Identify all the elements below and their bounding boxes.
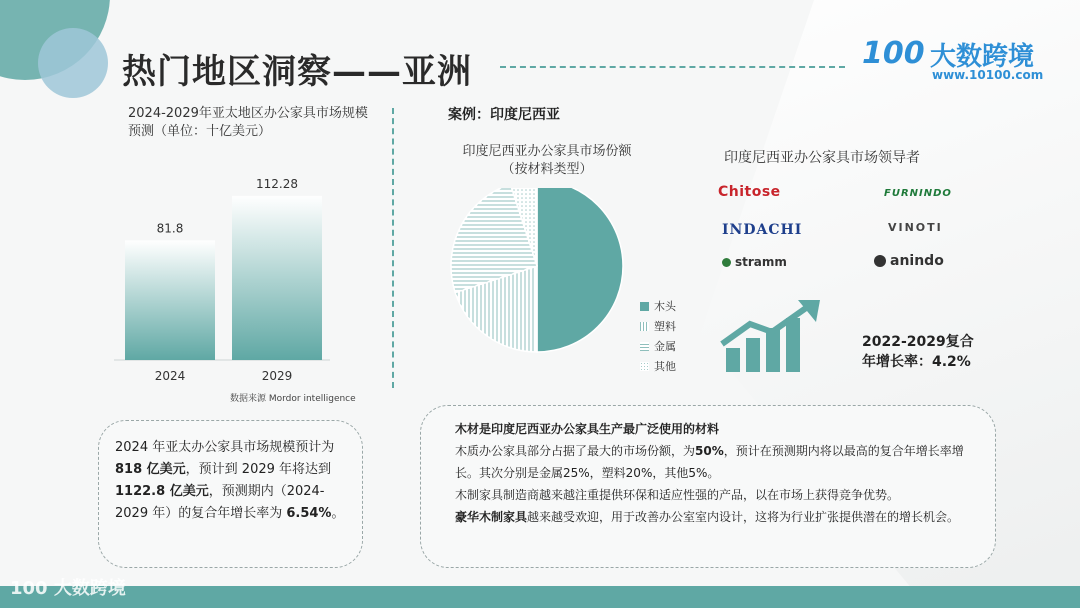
legend-item-plastic: 塑料 [640,316,676,336]
brand-logo-indachi: INDACHI [722,222,803,238]
bar-2029 [232,196,322,360]
case-title: 案例：印度尼西亚 [448,107,560,123]
data-source: 数据来源 Mordor intelligence [230,394,356,404]
logo-url: www.10100.com [932,68,1044,82]
section-divider [392,108,394,388]
bar-2024 [125,240,215,360]
cagr-label: 2022-2029复合 年增长率：4.2% [862,334,974,370]
legend-item-wood: 木头 [640,296,676,316]
summary-paragraph-2: 木制家具制造商越来越注重提供环保和适应性强的产品，以在市场上获得竞争优势。 [455,488,900,502]
brand-logo-anindo: anindo [874,253,944,269]
footer-logo: 100 大数跨境 [10,578,126,599]
legend-swatch [640,362,649,371]
summary-heading: 木材是印度尼西亚办公家具生产最广泛使用的材料 [455,422,720,436]
leaders-title: 印度尼西亚办公家具市场领导者 [724,150,920,166]
summary-box-right [420,405,996,568]
legend-item-other: 其他 [640,356,676,376]
legend-swatch [640,322,649,331]
brand-logo [862,30,1062,90]
bar-value-label: 81.8 [156,221,184,236]
logo-text: 大数跨境 [930,42,1035,72]
brand-logo-vinoti: VINOTI [888,221,943,234]
legend-swatch [640,342,649,351]
summary-text: 2024 年亚太办公家具市场规模预计为 818 亿美元，预计到 2029 年将达到 1122.8 亿美元，预测期内（2024-2029 年）的复合年增长率为 6.54%。 [115,440,345,521]
brand-logo-chitose: Chitose [718,184,781,200]
pie-legend [640,296,676,376]
footer-bar [0,586,1080,608]
title-divider [500,66,845,68]
legend-swatch [640,302,649,311]
growth-chart-icon [720,298,830,374]
brand-logo-stramm: stramm [722,255,787,269]
summary-paragraph-3: 豪华木制家具越来越受欢迎，用于改善办公室室内设计，这将为行业扩张提供潜在的增长机会。 [455,510,960,524]
page-title: 热门地区洞察——亚洲 [122,52,472,92]
bar-chart-title: 2024-2029年亚太地区办公家具市场规模预测（单位：十亿美元） [128,106,368,139]
legend-item-metal: 金属 [640,336,676,356]
bar-category-label: 2029 [261,369,293,383]
stramm-dot-icon [722,258,731,267]
summary-paragraph-1: 木质办公家具部分占据了最大的市场份额，为50%，预计在预测期内将以最高的复合年增长率增长。其次分别是金属25%，塑料20%，其他5%。 [455,444,964,480]
pie-slice-wood [537,188,623,352]
decorative-circle-small [38,28,108,98]
bar-chart [100,150,380,400]
pie-chart-title: 印度尼西亚办公家具市场份额 （按材料类型） [462,144,632,177]
logo-mark-icon: 100 [862,36,925,71]
summary-box-left [98,420,363,568]
brand-logo-furnindo: FURNINDO [884,188,952,199]
anindo-mark-icon [874,255,886,267]
bar-category-label: 2024 [154,369,186,383]
bar-value-label: 112.28 [256,176,298,191]
